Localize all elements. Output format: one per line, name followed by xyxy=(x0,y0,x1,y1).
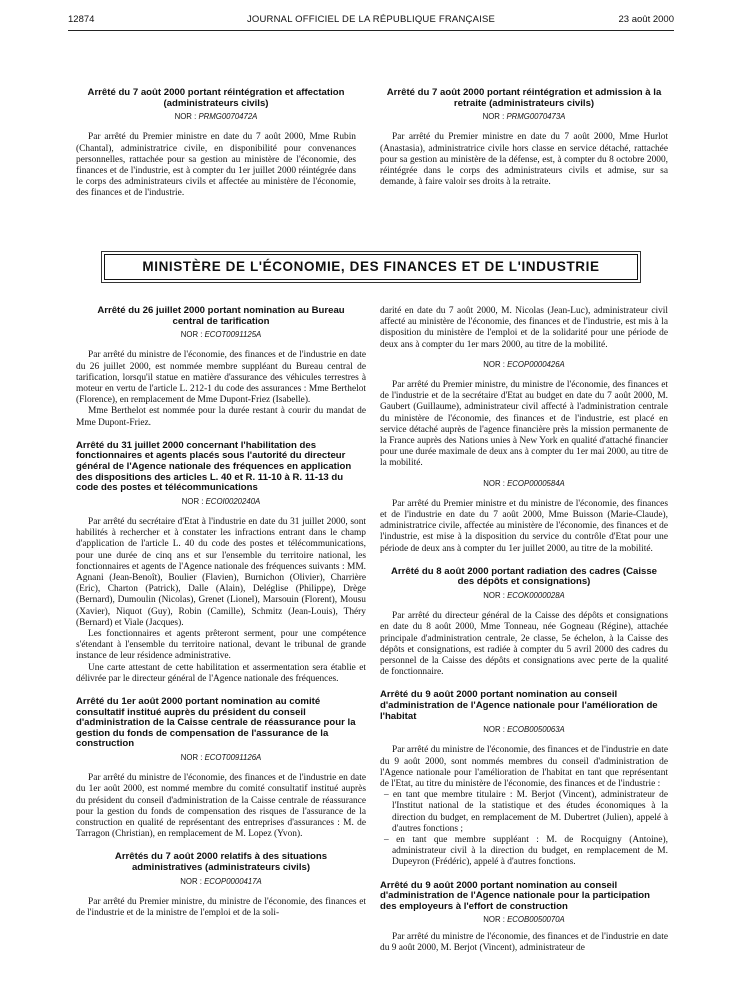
nor-code: PRMG0070473A xyxy=(506,112,566,122)
nor-code: PRMG0070472A xyxy=(198,112,258,122)
article-title: Arrêté du 7 août 2000 portant réintégration et admission à la retraite (administrateurs civils) xyxy=(386,87,662,109)
nor-line: NOR : ECOT0091125A xyxy=(180,330,262,340)
list-item: – en tant que membre titulaire : M. Berjot (Vincent), administrateur de l'Institut national de la statistique et des études économiques à la direction du budget, en remplacement de M. Dubertret (Julien), appelé à d'autres fonctions ; xyxy=(384,790,668,834)
article-paragraph: Par arrêté du secrétaire d'Etat à l'industrie en date du 31 juillet 2000, sont habilités à rechercher et à constater les infractions entrant dans le champ d'application de l'article L. 40 du code des postes et télécommunications, pour une durée de cinq ans et sur l'ensemble du territoire national, les fonctionnaires et agents de l'Agence nationale des fréquences suivants : MM. Agnani (Jean-Benoît), Boulier (Flavien), Burnichon (Olivier), Charrière (Eric), Charton (Patrick), Dalle (Alain), Deléglise (Philippe), Drège (Bernard), Dumoulin (Nicolas), Grenet (Lionel), Marsouin (Florent), Mousu (Xavier), Niquot (Guy), Robin (Camille), Schmitz (Jean-Louis), Théry (Bernard) et Viale (Jacques). xyxy=(76,516,366,628)
article-paragraph: Par arrêté du ministre de l'économie, des finances et de l'industrie en date du 26 juillet 2000, est nommée membre suppléant du Bureau central de tarification, lorsqu'il statue en matière d'assurance des véhicules terrestres à moteur en vertu de l'article L. 212-1 du code des assurances : Mme Berthelot (Florence), en remplacement de Mme Dupont-Friez (Isabelle). xyxy=(76,350,366,406)
nor-code: ECOP0000417A xyxy=(204,876,262,886)
ministry-banner: MINISTÈRE DE L'ÉCONOMIE, DES FINANCES ET DE L'INDUSTRIE xyxy=(104,254,638,280)
nor-code: ECOT0091126A xyxy=(204,753,262,762)
article-paragraph: Les fonctionnaires et agents prêteront serment, pour une compétence s'étendant à l'ensemble du territoire national, devant le tribunal de grande instance de leur résidence administrative. xyxy=(76,629,366,662)
article-title: Arrêté du 7 août 2000 portant réintégration et affectation (administrateurs civils) xyxy=(87,87,345,109)
article-paragraph: Par arrêté du ministre de l'économie, des finances et de l'industrie en date du 1er août 2000, est nommé membre du comité consultatif institué auprès du président du conseil d'administration de la Caisse centrale de réassurance pour la gestion du fonds de compensation des risques de l'assurance de la construction en qualité de représentant des entreprises d'assurances : M. de Tarragon (Christian), en remplacement de M. Lopez (Yvon). xyxy=(76,773,366,840)
article-paragraph: Par arrêté du Premier ministre, du ministre de l'économie, des finances et de l'industrie et de la secrétaire d'Etat au budget en date du 7 août 2000, M. Gaubert (Guillaume), administrateur civil affecté à l'administration centrale du ministère de l'économie, des finances et de l'industrie, est placé en service détaché auprès de l'agence financière près la mission permanente de la France auprès des Nations unies à New York en qualité d'attaché financier pour une durée maximale de deux ans à compter du 1er mai 2000, au titre de la mobilité. xyxy=(380,380,668,469)
nor-code: ECOP0000426A xyxy=(507,359,565,369)
nor-code: ECOI0020240A xyxy=(205,496,261,506)
nor-line: NOR : PRMG0070473A xyxy=(482,112,566,122)
article-top-left xyxy=(76,88,356,200)
list-item: – en tant que membre suppléant : M. de Rocquigny (Antoine), administrateur civil à la direction du budget, en remplacement de M. Dupeyron (Frédéric), appelé à d'autres fonctions. xyxy=(384,835,668,868)
article-paragraph: Par arrêté du ministre de l'économie, des finances et de l'industrie en date du 9 août 2000, M. Berjot (Vincent), administrateur de xyxy=(380,931,668,953)
nor-code: ECOT0091125A xyxy=(204,330,262,340)
nor-line: NOR : ECOI0020240A xyxy=(181,496,261,506)
nor-code: ECOB0050070A xyxy=(507,915,565,925)
article-top-right xyxy=(380,88,668,188)
member-list xyxy=(380,790,668,868)
issue-date: 23 août 2000 xyxy=(618,14,674,25)
article-title: Arrêté du 26 juillet 2000 portant nomination au Bureau central de tarification xyxy=(97,305,345,327)
nor-line: NOR : ECOP0000584A xyxy=(483,478,565,488)
nor-line: NOR : ECOP0000426A xyxy=(483,359,565,369)
article-title: Arrêté du 31 juillet 2000 concernant l'habilitation des fonctionnaires et agents placés sous l'autorité du directeur général de l'Agence nationale des fréquences en application des dispositions des articles L. 40 et R. 11-10 à R. 11-13 du code des postes et télécommunications xyxy=(76,439,352,494)
nor-code: ECOP0000584A xyxy=(507,478,565,488)
article-paragraph: Par arrêté du ministre de l'économie, des finances et de l'industrie en date du 9 août 2000, sont nommés membres du conseil d'administration de l'Agence nationale pour l'amélioration de l'habitat en tant que représentant de l'Etat, au titre du ministère de l'économie, des finances et de l'industrie : xyxy=(380,745,668,790)
article-paragraph: Une carte attestant de cette habilitation et assermentation sera établie et délivrée par le directeur général de l'Agence nationale des fréquences. xyxy=(76,662,366,684)
article-title: Arrêtés du 7 août 2000 relatifs à des situations administratives (administrateurs civils) xyxy=(114,851,328,874)
article-paragraph: darité en date du 7 août 2000, M. Nicolas (Jean-Luc), administrateur civil affecté au ministère de l'économie, des finances et de l'industrie, est mis à la disposition du ministère de l'emploi et de la solidarité pour une période de deux ans à compter du 1er mars 2000, au titre de la mobilité. xyxy=(380,306,668,350)
article-paragraph: Par arrêté du Premier ministre et du ministre de l'économie, des finances et de l'industrie en date du 7 août 2000, Mme Buisson (Marie-Claude), administratrice civile, affectée au ministère de l'économie, des finances et de l'industrie, est mise à la disposition du service du contrôle d'Etat pour une période de deux ans à compter du 1er juillet 2000, au titre de la mobilité. xyxy=(380,498,668,554)
article-paragraph: Par arrêté du Premier ministre, du ministre de l'économie, des finances et de l'industrie et de la ministre de l'emploi et de la soli- xyxy=(76,896,366,919)
nor-line: NOR : PRMG0070472A xyxy=(174,112,258,122)
left-column xyxy=(76,306,366,919)
journal-title: JOURNAL OFFICIEL DE LA RÉPUBLIQUE FRANÇAISE xyxy=(246,14,496,25)
article-paragraph: Par arrêté du Premier ministre en date du 7 août 2000, Mme Rubin (Chantal), administratrice civile, en disponibilité pour convenances personnelles, rattachée pour sa gestion au ministère de l'économie, des finances et de l'industrie, est à compter du 1er juillet 2000 réintégrée dans le corps des administrateurs civils et affectée au ministère de l'économie, des finances et de l'industrie. xyxy=(76,132,356,199)
article-paragraph: Mme Berthelot est nommée pour la durée restant à courir du mandat de Mme Dupont-Friez. xyxy=(76,406,366,428)
nor-line: NOR : ECOB0050063A xyxy=(483,725,565,735)
page-header xyxy=(68,14,674,30)
nor-code: ECOK0000028A xyxy=(507,591,565,601)
article-title: Arrêté du 9 août 2000 portant nomination au conseil d'administration de l'Agence nationale pour la participation des employeurs à l'effort de construction xyxy=(380,879,651,912)
nor-line: NOR : ECOK0000028A xyxy=(483,591,565,601)
article-title: Arrêté du 8 août 2000 portant radiation des cadres (Caisse des dépôts et consignations) xyxy=(390,565,658,588)
header-rule xyxy=(68,30,674,31)
article-title: Arrêté du 9 août 2000 portant nomination au conseil d'administration de l'Agence nationale pour l'amélioration de l'habitat xyxy=(380,689,658,722)
page-number: 12874 xyxy=(68,14,95,25)
nor-code: ECOB0050063A xyxy=(507,725,565,735)
nor-line: NOR : ECOB0050070A xyxy=(483,915,565,925)
right-column xyxy=(380,306,668,954)
article-paragraph: Par arrêté du directeur général de la Caisse des dépôts et consignations en date du 8 août 2000, Mme Tonneau, née Gogneau (Régine), attachée principale d'administration centrale, 2e classe, 5e échelon, à la Caisse des dépôts et consignations, est radiée à compter du 5 avril 2000 des cadres du personnel de la Caisse des dépôts et consignations avec perte de la qualité de fonctionnaire. xyxy=(380,611,668,678)
nor-line: NOR : ECOP0000417A xyxy=(180,876,262,886)
article-paragraph: Par arrêté du Premier ministre en date du 7 août 2000, Mme Hurlot (Anastasia), administratrice civile hors classe en service détaché, rattachée pour sa gestion au ministère de la défense, est, à compter du 8 octobre 2000, réintégrée dans le corps des administrateurs civils et admise, sur sa demande, à faire valoir ses droits à la retraite. xyxy=(380,132,668,188)
nor-line: NOR : ECOT0091126A xyxy=(180,753,262,762)
article-title: Arrêté du 1er août 2000 portant nomination au comité consultatif institué auprès du président du conseil d'administration de la Caisse centrale de réassurance pour la gestion du fonds de compensation de l'assurance de la construction xyxy=(76,696,356,750)
